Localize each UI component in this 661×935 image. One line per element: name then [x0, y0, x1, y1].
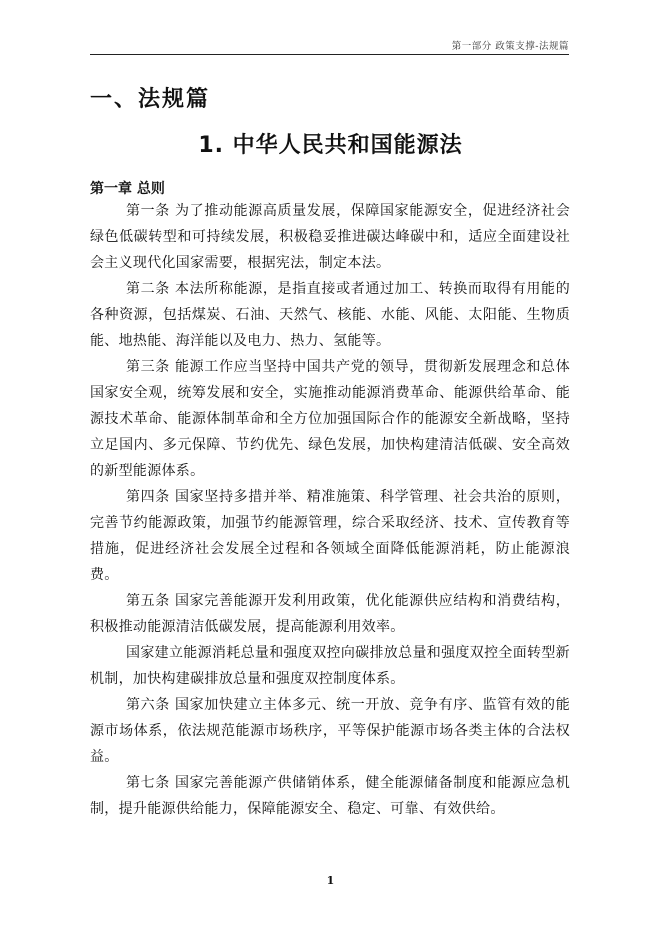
part-title: 一、法规篇: [90, 87, 211, 112]
chapter-title: 第一章 总则: [90, 181, 165, 197]
running-header: 第一部分 政策支撑-法规篇: [451, 41, 569, 52]
article-5-para-2: 国家建立能源消耗总量和强度双控向碳排放总量和强度双控全面转型新机制，加快构建碳排放总量和强度双控制度体系。: [90, 645, 570, 687]
article-1: 第一条 为了推动能源高质量发展，保障国家能源安全，促进经济社会绿色低碳转型和可持续发展，积极稳妥推进碳达峰碳中和，适应全面建设社会主义现代化国家需要，根据宪法，制定本法。: [90, 203, 570, 271]
body-text: [90, 198, 570, 822]
article-7: 第七条 国家完善能源产供储销体系，健全能源储备制度和能源应急机制，提升能源供给能力，保障能源安全、稳定、可靠、有效供给。: [90, 775, 570, 817]
article-6: 第六条 国家加快建立主体多元、统一开放、竞争有序、监管有效的能源市场体系，依法规范能源市场秩序，平等保护能源市场各类主体的合法权益。: [90, 697, 570, 765]
article-5: 第五条 国家完善能源开发利用政策，优化能源供应结构和消费结构，积极推动能源清洁低碳发展，提高能源利用效率。: [90, 593, 570, 635]
article-3: 第三条 能源工作应当坚持中国共产党的领导，贯彻新发展理念和总体国家安全观，统筹发展和安全，实施推动能源消费革命、能源供给革命、能源技术革命、能源体制革命和全方位加强国际合作的能源安全新战略，坚持立足国内、多元保障、节约优先、绿色发展，加快构建清洁低碳、安全高效的新型能源体系。: [90, 359, 570, 479]
article-4: 第四条 国家坚持多措并举、精准施策、科学管理、社会共治的原则，完善节约能源政策，加强节约能源管理，综合采取经济、技术、宣传教育等措施，促进经济社会发展全过程和各领域全面降低能源消耗，防止能源浪费。: [90, 489, 570, 583]
header-divider: [90, 54, 569, 55]
law-title: 1. 中华人民共和国能源法: [198, 133, 463, 158]
page-number: 1: [326, 874, 335, 887]
article-2: 第二条 本法所称能源，是指直接或者通过加工、转换而取得有用能的各种资源，包括煤炭、石油、天然气、核能、水能、风能、太阳能、生物质能、地热能、海洋能以及电力、热力、氢能等。: [90, 281, 570, 349]
